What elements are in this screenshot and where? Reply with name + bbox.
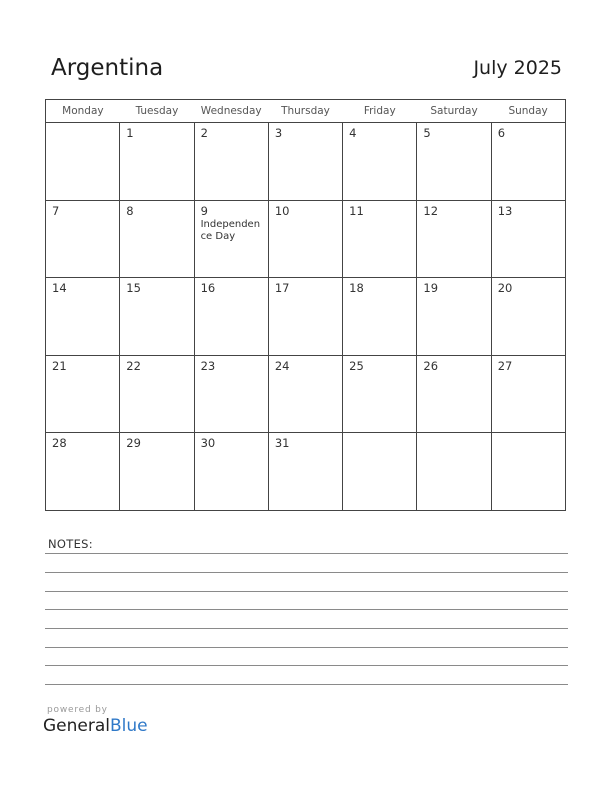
day-number: 10 (274, 203, 290, 218)
calendar-day-cell (46, 200, 120, 278)
calendar-grid (45, 99, 566, 511)
calendar-day-cell (120, 200, 194, 278)
calendar-day-cell (491, 355, 565, 433)
day-number: 14 (52, 281, 67, 296)
calendar-day-cell (417, 278, 491, 356)
calendar-day-cell (343, 200, 417, 278)
calendar-day-cell (120, 123, 194, 201)
day-number: 17 (274, 281, 290, 296)
note-line (45, 684, 568, 685)
brand-blue-text: Blue (110, 716, 148, 736)
calendar-day-cell (194, 123, 268, 201)
calendar-day-cell (46, 123, 120, 201)
month-year-title: July 2025 (473, 57, 562, 79)
day-number: 15 (126, 281, 141, 296)
day-number: 19 (423, 281, 439, 296)
day-number: 7 (52, 203, 60, 218)
day-number: 26 (423, 358, 439, 373)
day-number: 9 (200, 203, 208, 218)
weekday-header: Saturday (417, 100, 491, 123)
calendar-day-cell (268, 123, 342, 201)
day-number: 31 (274, 436, 290, 451)
day-number: 29 (126, 436, 141, 451)
day-number: 28 (52, 436, 67, 451)
note-line (45, 591, 568, 592)
calendar-day-cell (491, 433, 565, 511)
day-number: 18 (349, 281, 364, 296)
note-line (45, 628, 568, 629)
powered-by-label: powered by (47, 705, 108, 715)
calendar-day-cell (268, 278, 342, 356)
calendar-day-cell (194, 355, 268, 433)
day-number: 24 (274, 358, 290, 373)
calendar-week-row (46, 278, 566, 356)
calendar-day-cell (268, 200, 342, 278)
day-number: 30 (200, 436, 216, 451)
calendar-day-cell (343, 123, 417, 201)
calendar-day-cell (268, 433, 342, 511)
calendar-day-cell (120, 433, 194, 511)
calendar-day-cell (268, 355, 342, 433)
calendar-day-cell (343, 278, 417, 356)
calendar-day-cell (194, 278, 268, 356)
day-number: 11 (349, 203, 364, 218)
day-number: 21 (52, 358, 67, 373)
day-number: 2 (200, 126, 208, 140)
calendar-week-row (46, 200, 566, 278)
day-number: 25 (349, 358, 364, 373)
day-number: 27 (497, 358, 513, 373)
weekday-header: Thursday (268, 100, 342, 123)
calendar-day-cell (417, 200, 491, 278)
day-number: 22 (126, 358, 141, 373)
weekday-header: Friday (343, 100, 417, 123)
day-number: 5 (423, 126, 431, 140)
calendar-day-cell (417, 433, 491, 511)
calendar-week-row (46, 355, 566, 433)
note-line (45, 609, 568, 610)
note-line (45, 572, 568, 573)
calendar-day-cell (120, 355, 194, 433)
day-number: 13 (497, 203, 513, 218)
calendar-day-cell (46, 355, 120, 433)
country-title: Argentina (51, 55, 164, 81)
calendar-day-cell (491, 123, 565, 201)
day-number: 23 (200, 358, 216, 373)
calendar-body (46, 123, 566, 511)
generalblue-logo[interactable] (43, 716, 148, 736)
weekday-header: Wednesday (194, 100, 268, 123)
day-number: 20 (497, 281, 513, 296)
calendar-day-cell (417, 123, 491, 201)
day-number: 8 (126, 203, 134, 218)
calendar-day-cell (417, 355, 491, 433)
calendar-week-row (46, 433, 566, 511)
calendar-day-cell (491, 200, 565, 278)
day-number: 16 (200, 281, 216, 296)
calendar-day-cell (120, 278, 194, 356)
note-line (45, 553, 568, 554)
weekday-header-row (46, 100, 566, 123)
weekday-header: Tuesday (120, 100, 194, 123)
day-number: 3 (274, 126, 283, 140)
note-line (45, 665, 568, 666)
holiday-label: Independence Day (200, 218, 261, 242)
calendar-day-cell (491, 278, 565, 356)
day-number: 1 (126, 126, 134, 140)
day-number: 4 (349, 126, 357, 140)
weekday-header: Monday (46, 100, 120, 123)
brand-general-text: General (43, 716, 110, 736)
calendar-week-row (46, 123, 566, 201)
notes-label: NOTES: (48, 537, 93, 551)
day-number: 6 (497, 126, 506, 140)
weekday-header: Sunday (491, 100, 565, 123)
calendar-day-cell (46, 433, 120, 511)
note-line (45, 647, 568, 648)
calendar-day-cell (194, 200, 268, 278)
calendar-day-cell (343, 433, 417, 511)
calendar-day-cell (343, 355, 417, 433)
calendar-day-cell (194, 433, 268, 511)
calendar-day-cell (46, 278, 120, 356)
day-number: 12 (423, 203, 439, 218)
